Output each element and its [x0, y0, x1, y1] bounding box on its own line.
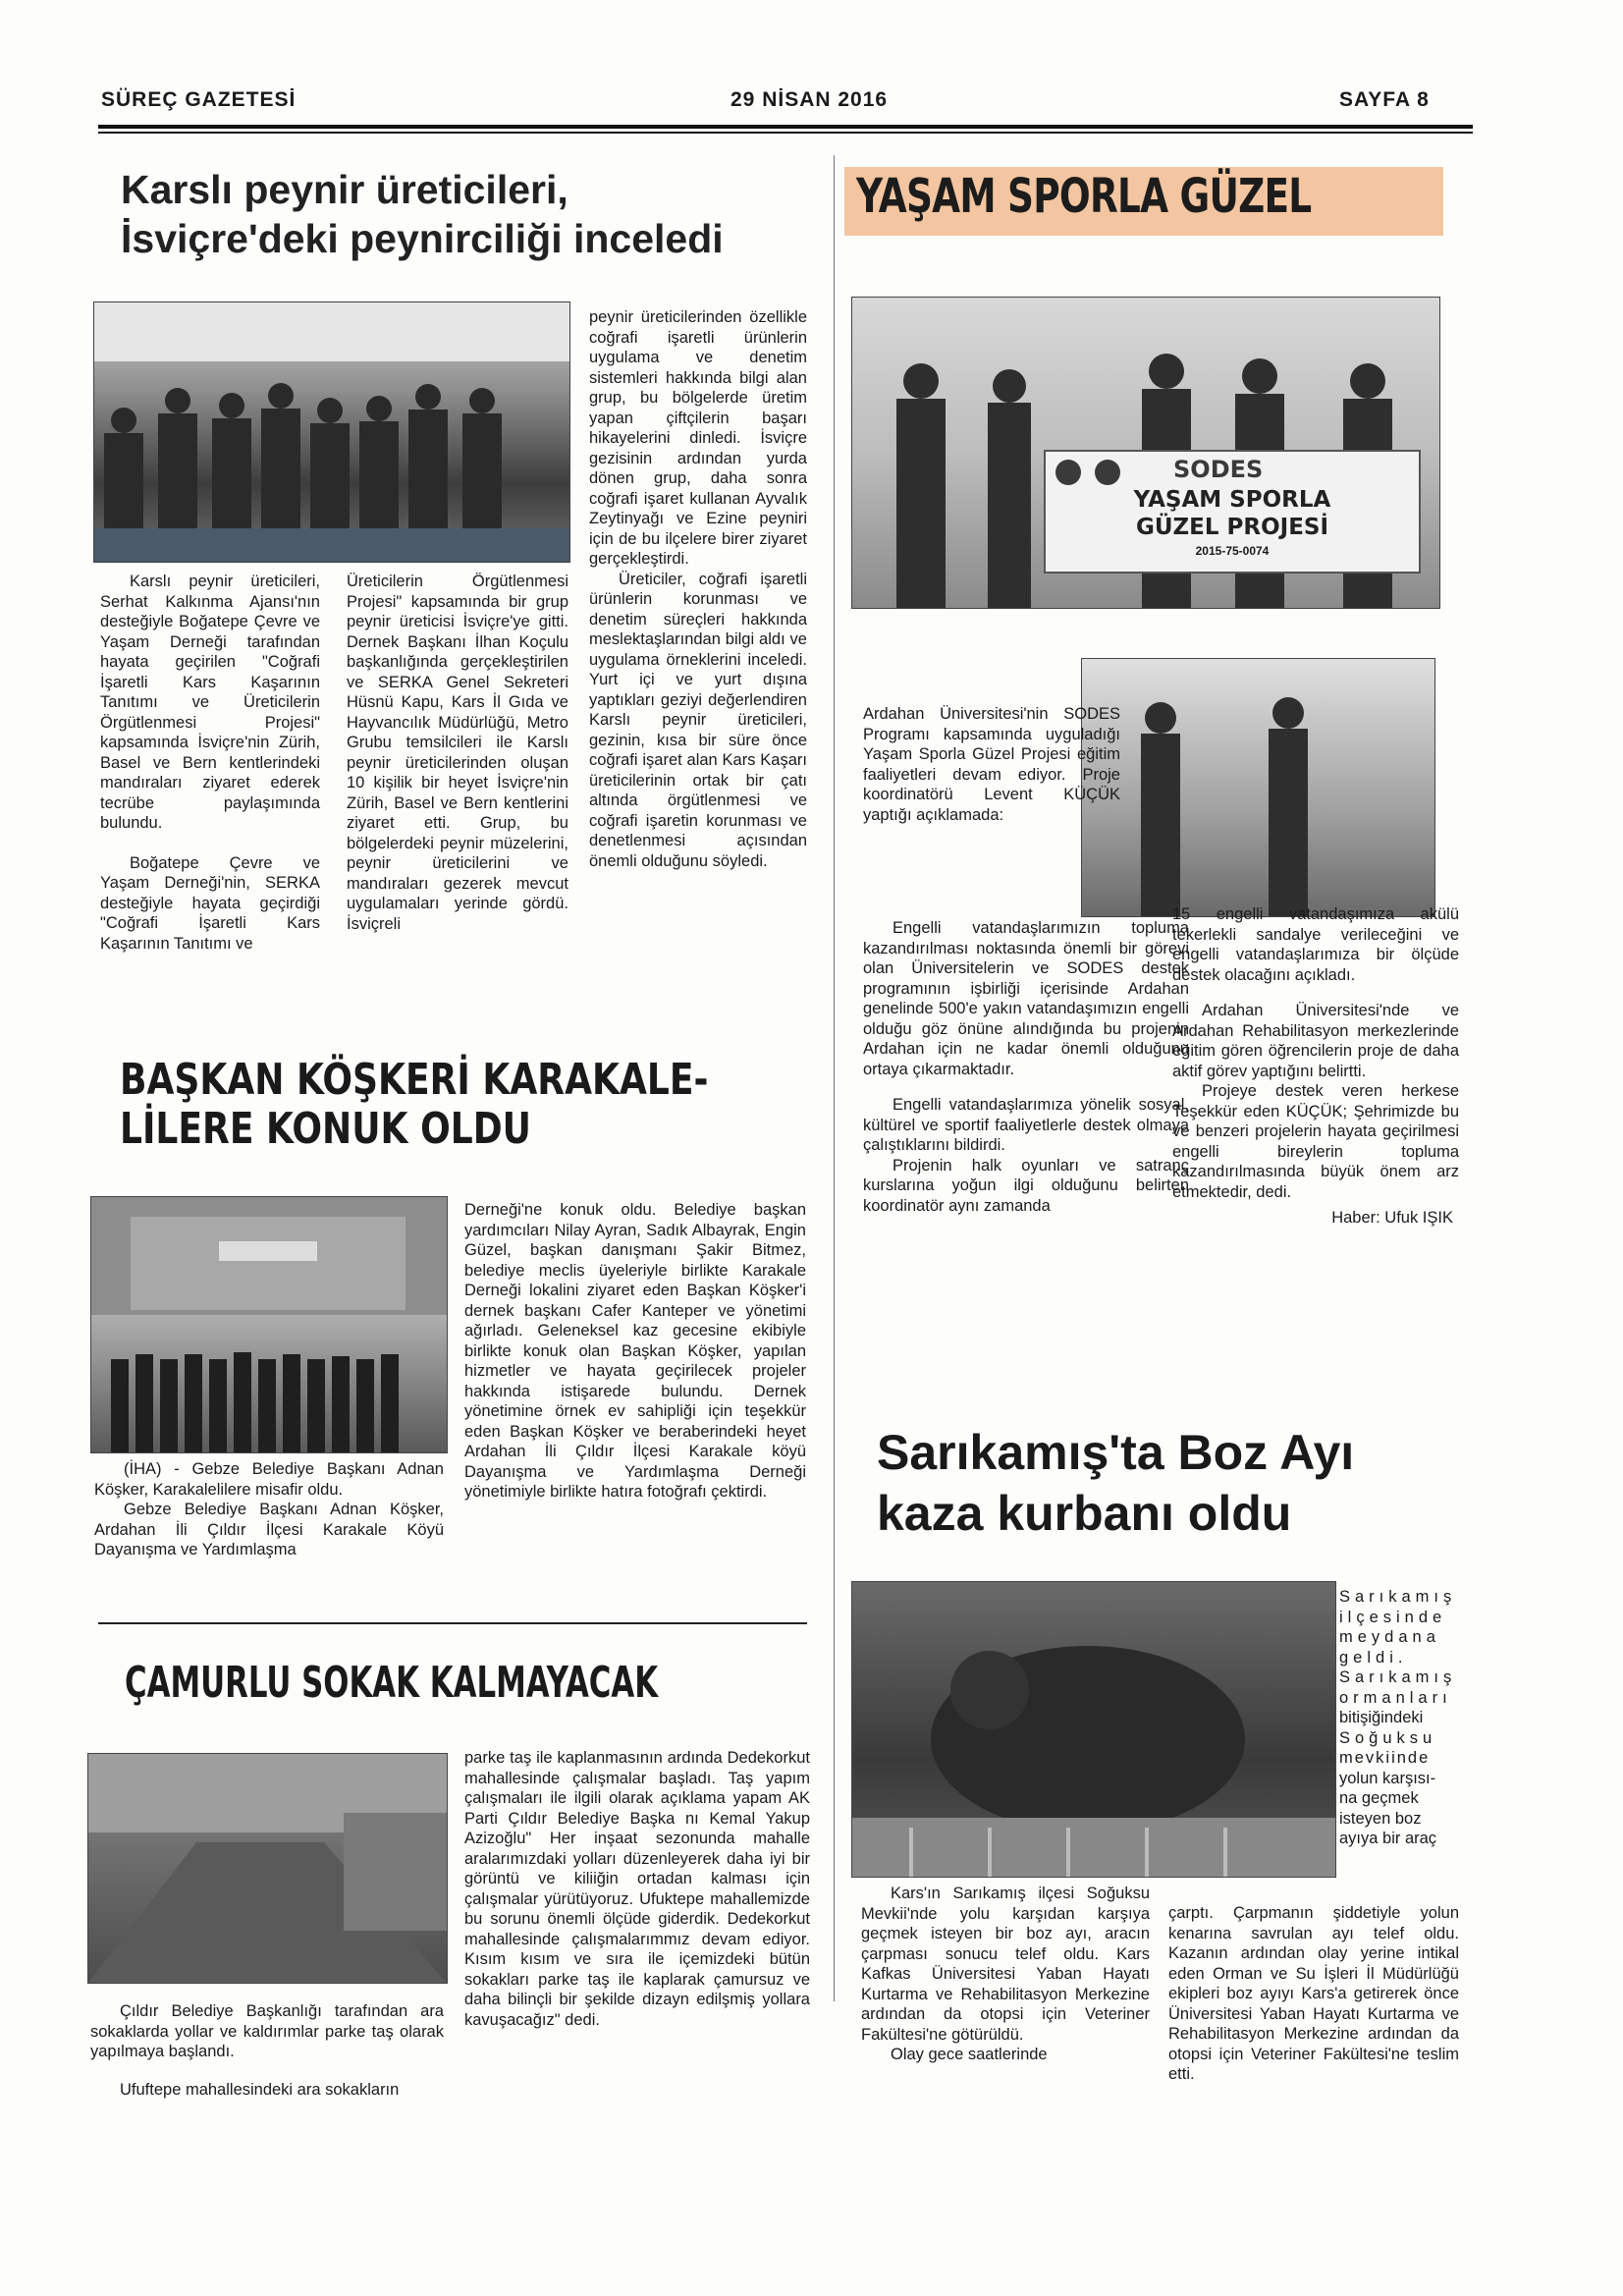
karsli-col3 [589, 307, 807, 871]
side-line: Sarıkamış [1339, 1668, 1457, 1686]
karsli-para-2: Boğatepe Çevre ve Yaşam Derneği'nin, SERKA desteğiyle hayata geçirdiği "Coğrafi İşaretli Kars Kaşarının Tanıtımı ve [100, 853, 320, 953]
camur-para-3: parke taş ile kaplanmasının ardında Dedekorkut mahallesinde çalışmalar başladı. Taş yapım çalışmaları ile ilgili olarak açıklama yapam AK Parti Çıldır Belediye Başka nı Kemal Yakup Azizoğlu" Her inşaat sezonunda mahalle aralarımızdaki yolları düzenleyerek daha iyi bir görüntü ve kiliiğin ortadan kalması için çalışmalar yürütüyoruz. Ufuktepe mahallemizde bu sorunu önemli ölçüde giderdik. Dedekorkut mahallesinde çalışmalarımmız devam ediyor. Kısım kısım ve sıra ile içemizdeki bütün sokakları parke taş ile kaplarak çamursuz ve daha bilinçli bir şekilde dizayn edilşmiş yollara kavuşacağız" dedi. [464, 1749, 810, 2029]
banner-line-1: YAŞAM SPORLA [1133, 487, 1331, 513]
logo-icon [1095, 460, 1120, 485]
yasam-para-1: Engelli vatandaşlarımızın topluma kazandırılması noktasında önemli bir görevi olan Üniversitelerin ve SODES destek programının işbirliği içerisinde Ardahan genelinde 500'e yakın vatandaşımızın engelli olduğu göz önüne alındığında bu projenin Ardahan için ne kadar önemli olduğunu ortaya çıkarmaktadır. [863, 919, 1189, 1078]
bear-photo [851, 1581, 1336, 1878]
side-line: mevkiinde [1339, 1749, 1431, 1767]
karsli-para-5: Üreticiler, coğrafi işaretli ürünlerin korunması ve denetim süreçleri hakkında meslektaşlarından bilgi aldı ve uygulama örneklerini inceledi. Yurt içi ve yurt dışına yaptıkları geziyi değerlendiren Karslı peynir üreticileri, gezinin, kısa bir süre önce coğrafi işaret alan Kars Kaşarı üreticilerinin ortak bir çatı altında örgütlenmesi ve coğrafi işaretin korunması ve denetlenmesi açısından önemli olduğunu söyledi. [589, 570, 807, 870]
yasam-lead [863, 704, 1120, 825]
yasam-para-4: 15 engelli vatandaşımıza akülü tekerlekli sandalye verileceğini ve engelli vatandaşlarımıza bir ölçüde destek olacağını açıkladı. [1172, 905, 1459, 984]
side-line: na geçmek [1339, 1789, 1419, 1807]
camur-para-2: Ufuftepe mahallesindeki ara sokakların [120, 2080, 400, 2099]
yasam-dance-photo [1081, 658, 1435, 917]
header-rule [98, 125, 1473, 129]
project-banner [1044, 450, 1421, 574]
yasam-byline: Haber: Ufuk IŞIK [1331, 1209, 1453, 1227]
side-line: isteyen boz [1339, 1809, 1422, 1828]
camur-col-left [90, 2001, 444, 2100]
section-rule [98, 1622, 807, 1624]
side-line: ayıya bir araç [1339, 1830, 1437, 1847]
yasam-para-3: Projenin halk oyunları ve satranç kurslarına yoğun ilgi olduğunu belirten koordinatör aynı zamanda [863, 1156, 1189, 1215]
karsli-col2 [347, 572, 568, 934]
page-number: SAYFA 8 [1339, 88, 1430, 111]
side-line: Sarıkamış [1339, 1588, 1457, 1606]
karsli-group-photo [93, 301, 570, 563]
side-line: ilçesinde [1339, 1608, 1447, 1626]
baskan-col-right [464, 1200, 806, 1503]
headline-line-1: BAŞKAN KÖŞKERİ KARAKALE- [120, 1055, 709, 1105]
sarik-col-right [1168, 1903, 1459, 2085]
headline-karsli [121, 165, 724, 263]
newspaper-name: SÜREÇ GAZETESİ [101, 88, 297, 111]
side-line: bitişiğindeki [1339, 1709, 1424, 1726]
baskan-col-left [94, 1459, 444, 1560]
sodes-logo: SODES [1173, 456, 1264, 483]
bear-on-truck [852, 1582, 1335, 1877]
headline-line-2: kaza kurbanı oldu [877, 1486, 1292, 1541]
issue-date: 29 NİSAN 2016 [730, 88, 889, 111]
logo-icon [1055, 460, 1081, 485]
yasam-para-2: Engelli vatandaşlarımıza yönelik sosyal, kültürel ve sportif faaliyetlerle destek olmaya çalıştıklarını bildirdi. [863, 1096, 1189, 1154]
yasam-para-6: Projeye destek veren herkese Teşekkür eden KÜÇÜK; Şehrimizde bu ve benzeri projelerin hayata geçirilmesi engelli bireylerin topluma kazandırılmasında büyük önem arz etmektedir, dedi. [1172, 1082, 1459, 1201]
banner-code: 2015-75-0074 [1195, 544, 1270, 558]
yasam-para-5: Ardahan Üniversitesi'nde ve Ardahan Rehabilitasyon merkezlerinde eğitim gören öğrencilerin proje de daha aktif görev yaptığını belirtti. [1172, 1002, 1459, 1080]
headline-sarikamis [877, 1422, 1354, 1544]
baskan-para-2: Derneği'ne konuk oldu. Belediye başkan yardımcıları Nilay Ayran, Sadık Albayrak, Engin Güzel, başkan danışmanı Şakir Bitmez, belediye meclis üyeleriyle birlikte Karakale Derneği lokalini ziyaret eden Başkan Köşker'i dernek başkanı Cafer Kanteper ve yönetimi ağırladı. Geleneksel kaz gecesine ekibiyle birlikte konuk olan Başkan Köşker, yapılan hizmetler ve hayata geçirilecek projeler hakkında istişarede bulundu. Dernek yönetimine örnek ev sahipliği için teşekkür eden Başkan Köşker ve beraberindeki heyet Ardahan İli Çıldır İlçesi Karakale köyü Dayanışma ve Yardımlaşma Derneği yönetimiyle birlikte hatıra fotoğrafı çektirdi. [464, 1201, 806, 1501]
karsli-para-3: Üreticilerin Örgütlenmesi Projesi" kapsamında bir grup peynir üreticisi İsviçre'ye gitti. Dernek Başkanı İlhan Koçulu başkanlığında gerçekleştirilen ve SERKA Genel Sekreteri Hüsnü Kapu, Kars İl Gıda ve Hayvancılık Müdürlüğü, Metro Grubu temsilcileri ile Karslı peynir üreticilerinden oluşan 10 kişilik bir heyet İsviçre'nin Zürih, Basel ve Bern kentlerini ziyaret etti. Grup, bu bölgelerdeki peynir müzelerini, peynir üreticilerini ve mandıraları gezerek mevcut uygulamaları yerinde gördü. İsviçreli [347, 573, 568, 933]
side-line: geldi. [1339, 1648, 1408, 1667]
headline-line-1: Karslı peynir üreticileri, [121, 167, 568, 212]
headline-yasam: YAŞAM SPORLA GÜZEL [856, 169, 1312, 224]
side-line: Soğuksu [1339, 1728, 1437, 1747]
sarik-para-1: Kars'ın Sarıkamış ilçesi Soğuksu Mevkii'nde yolu karşıdan karşıya geçmek isteyen bir boz ayı, aracın çarpması sonucu telef oldu. Kars Kafkas Üniversitesi Yaban Hayatı Kurtarma ve Rehabilitasyon Merkezine ardından da otopsi için Veteriner Fakültesi'ne götürüldü. [861, 1885, 1150, 2044]
people-silhouettes [94, 302, 569, 562]
baskan-caption: (İHA) - Gebze Belediye Başkanı Adnan Köşker, Karakalelilere misafir oldu. [94, 1460, 444, 1499]
sarik-side-col [1339, 1587, 1455, 1849]
headline-baskan [120, 1056, 708, 1154]
baskan-para-1: Gebze Belediye Başkanı Adnan Köşker, Ardahan İli Çıldır İlçesi Karakale Köyü Dayanışma ve Yardımlaşma [94, 1501, 444, 1558]
sarik-para-2: Olay gece saatlerinde [891, 2046, 1048, 2063]
sarik-col-left [861, 1884, 1150, 2065]
camur-col-right [464, 1748, 810, 2030]
baskan-group-photo [90, 1196, 448, 1453]
side-line: yolun karşısı- [1339, 1769, 1436, 1787]
karsli-para-1: Karslı peynir üreticileri, Serhat Kalkınma Ajansı'nın desteğiyle Boğatepe Çevre ve Yaşam Derneği tarafından hayata geçirilen "Coğrafi İşaretli Kars Kaşarının Tanıtımı ve Üreticilerin Örgütlenmesi Projesi" kapsamında İsviçre'nin Zürih, Basel ve Bern kentlerindeki mandıraları ziyaret ederek tecrübe paylaşımında bulundu. [100, 573, 320, 832]
yasam-col-right [1172, 904, 1459, 1229]
side-line: ormanları [1339, 1688, 1452, 1707]
sarik-para-3: çarptı. Çarpmanın şiddetiyle yolun kenarına savrulan ayı telef oldu. Kazanın ardından olay yerine intikal eden Orman ve Su İşleri İl Müdürlüğü ekipleri boz ayıyı Kars'a getirerek önce Üniversitesi Yaban Hayatı Kurtarma ve Rehabilitasyon Merkezine ardından da otopsi için Veteriner Fakültesi'ne teslim etti. [1168, 1904, 1459, 2083]
headline-line-2: İsviçre'deki peynirciliği inceledi [121, 216, 724, 261]
headline-line-1: Sarıkamış'ta Boz Ayı [877, 1425, 1355, 1480]
karsli-col1 [100, 572, 320, 954]
banner-line-2: GÜZEL PROJESİ [1135, 515, 1329, 540]
street-scene [88, 1754, 447, 1983]
yasam-col-left [863, 918, 1189, 1216]
side-line: meydana [1339, 1628, 1440, 1646]
header-rule-thin [98, 132, 1473, 134]
people-silhouettes [1082, 659, 1434, 916]
yasam-lead-text: Ardahan Üniversitesi'nin SODES Programı kapsamında uyguladığı Yaşam Sporla Güzel Projesi eğitim faaliyetleri devam ediyor. Proje koordinatörü Levent KÜÇÜK yaptığı açıklamada: [863, 705, 1120, 824]
headline-line-2: LİLERE KONUK OLDU [120, 1104, 531, 1154]
camur-para-1: Çıldır Belediye Başkanlığı tarafından ara sokaklarda yollar ve kaldırımlar parke taş olarak yapılmaya başlandı. [90, 2002, 444, 2060]
karsli-para-4: peynir üreticilerinden özellikle coğrafi işaretli ürünlerin uygulama ve denetim sistemleri hakkında bilgi alan grup, bu bölgelerde üretim yapan çiftçilerin başarı hikayelerini dinledi. İsviçre gezisinin ardından yurda dönen grup, daha sonra coğrafi işaret kullanan Ayvalık Zeytinyağı ve Ezine peyniri için de bu ilçelere birer ziyaret gerçekleştirdi. [589, 308, 807, 568]
headline-camur: ÇAMURLU SOKAK KALMAYACAK [125, 1658, 659, 1708]
column-divider [834, 155, 835, 2001]
camur-street-photo [87, 1753, 448, 1984]
yasam-banner-photo [851, 297, 1440, 609]
building-and-people [91, 1197, 447, 1452]
